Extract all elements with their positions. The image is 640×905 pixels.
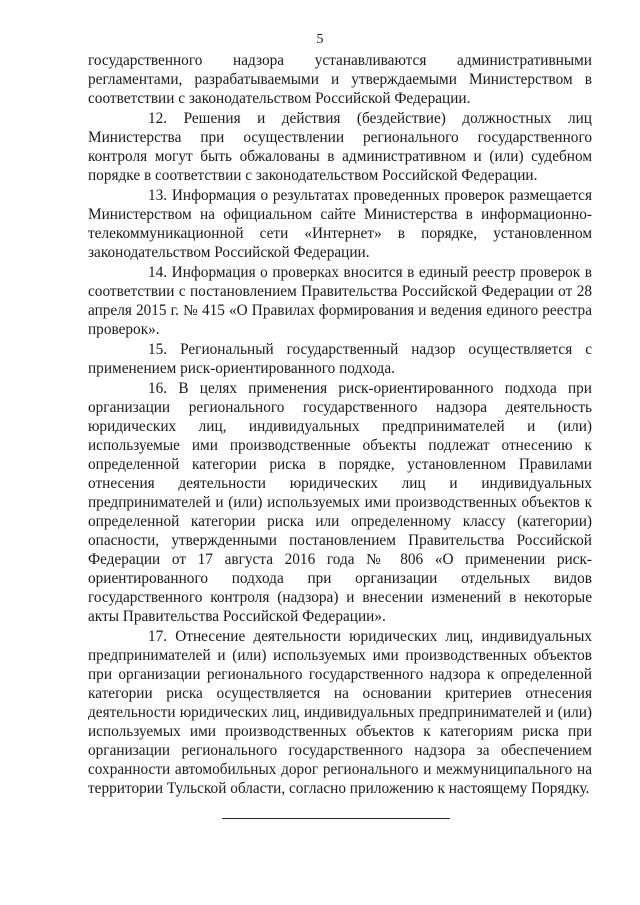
paragraph-15: 15. Региональный государственный надзор осуществляется с применением риск-ориентированного подхода.: [88, 341, 592, 377]
page-number: 5: [316, 32, 324, 47]
paragraph-14: 14. Информация о проверках вносится в единый реестр проверок в соответствии с постановлением Правительства Российской Федерации от 28 апреля 2015 г. № 415 «О Правилах формирования и ведения единого реестра проверок».: [88, 264, 592, 338]
document-body: [88, 51, 592, 799]
paragraph-16: 16. В целях применения риск-ориентированного подхода при организации регионального государственного надзора деятельность юридических лиц, индивидуальных предпринимателей и (или) используемые ими производственные объекты подлежат отнесению к определенной категории риска в порядке, установленном Правилами отнесения деятельности юридических лиц и индивидуальных предпринимателей и (или) используемых ими производственных объектов к определенной категории риска или определенному классу (категории) опасности, утвержденными постановлением Правительства Российской Федерации от 17 августа 2016 года № 806 «О применении риск-ориентированного подхода при организации отдельных видов государственного контроля (надзора) и внесении изменений в некоторые акты Правительства Российской Федерации».: [88, 380, 592, 625]
paragraph-11-continuation: государственного надзора устанавливаются административными регламентами, разрабатываемыми и утверждаемыми Министерством в соответствии с законодательством Российской Федерации.: [88, 52, 592, 107]
end-of-document-rule: [222, 818, 450, 819]
paragraph-12: 12. Решения и действия (бездействие) должностных лиц Министерства при осуществлении регионального государственного контроля могут быть обжалованы в административном и (или) судебном порядке в соответствии с законодательством Российской Федерации.: [88, 110, 592, 184]
paragraph-13: 13. Информация о результатах проведенных проверок размещается Министерством на официальном сайте Министерства в информационно-телекоммуникационной сети «Интернет» в порядке, установленном законодательством Российской Федерации.: [88, 187, 592, 261]
paragraph-17: 17. Отнесение деятельности юридических лиц, индивидуальных предпринимателей и (или) используемых ими производственных объектов при организации регионального государственного надзора к определенной категории риска осуществляется на основании критериев отнесения деятельности юридических лиц, индивидуальных предпринимателей и (или) используемых ими производственных объектов к категориям риска при организации регионального государственного надзора за обеспечением сохранности автомобильных дорог регионального и межмуниципального на территории Тульской области, согласно приложению к настоящему Порядку.: [88, 628, 592, 797]
